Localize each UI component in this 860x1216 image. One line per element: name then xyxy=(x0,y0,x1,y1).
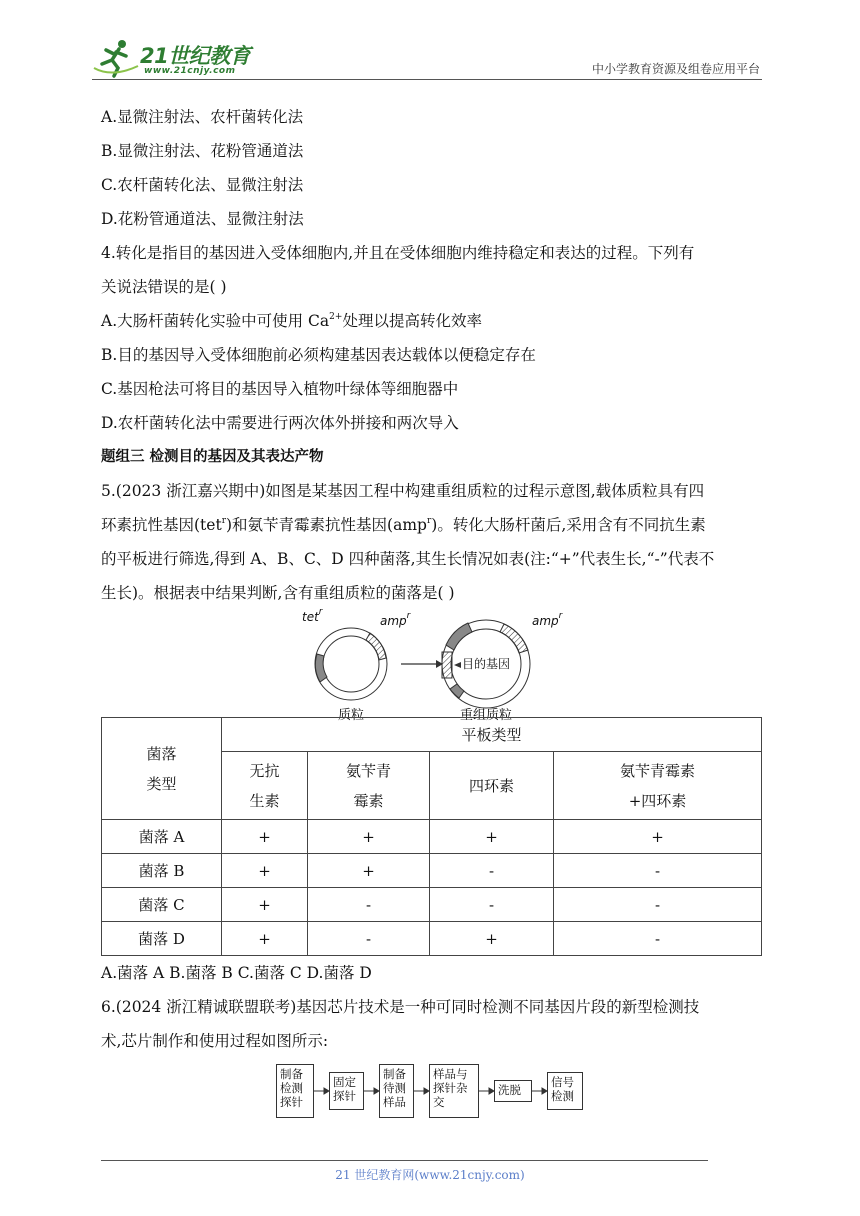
table-cell: + xyxy=(308,820,430,854)
gene-chip-flowchart xyxy=(276,1062,586,1120)
step-text: 制备 xyxy=(383,1067,406,1081)
table-cell: - xyxy=(430,854,554,888)
q5-line-4: 生长)。根据表中结果判断,含有重组质粒的菌落是( ) xyxy=(101,584,455,602)
col2-text-1: 氨苄青 xyxy=(345,761,391,780)
amp-label-left-text: amp xyxy=(380,614,407,628)
table-cell: + xyxy=(222,922,308,956)
main-content xyxy=(101,100,763,610)
q5-sup-2: r xyxy=(426,516,432,526)
lower-content xyxy=(101,956,763,1058)
q4-option-b: B.目的基因导入受体细胞前必须构建基因表达载体以便稳定存在 xyxy=(101,346,536,364)
col-header-both xyxy=(554,752,762,820)
q5-line-1: 5.(2023 浙江嘉兴期中)如图是某基因工程中构建重组质粒的过程示意图,载体质粒具有四 xyxy=(101,482,705,500)
tet-label-sup: r xyxy=(318,607,323,617)
recombinant-plasmid-caption: 重组质粒 xyxy=(460,708,513,723)
step-text: 交 xyxy=(433,1095,445,1109)
step-text: 检测 xyxy=(280,1081,303,1095)
plasmid-diagram xyxy=(296,612,566,722)
q4-stem-line-1: 4.转化是指目的基因进入受体细胞内,并且在受体细胞内维持稳定和表达的过程。下列有 xyxy=(101,244,695,262)
step-elution xyxy=(494,1080,532,1102)
table-cell: - xyxy=(430,888,554,922)
q5-options: A.菌落 A B.菌落 B C.菌落 C D.菌落 D xyxy=(101,964,372,982)
step-text: 探针杂 xyxy=(433,1081,468,1095)
step-text: 待测 xyxy=(383,1081,406,1095)
step-text: 探针 xyxy=(280,1095,303,1109)
q5-line-2-a: 环素抗性基因(tet xyxy=(101,516,222,534)
step-text: 样品与 xyxy=(433,1067,468,1081)
page-footer: 21 世纪教育网(www.21cnjy.com) xyxy=(335,1168,525,1182)
page-header xyxy=(92,36,762,80)
q4-stem-line-2: 关说法错误的是( ) xyxy=(101,278,227,296)
amp-label-right-text: amp xyxy=(532,614,559,628)
col-header-no-antibiotic xyxy=(222,752,308,820)
corner-cell xyxy=(102,718,222,820)
q4-option-c: C.基因枪法可将目的基因导入植物叶绿体等细胞器中 xyxy=(101,380,459,398)
q4-option-a-sup: 2+ xyxy=(329,312,343,322)
colony-table xyxy=(101,717,762,956)
q4-option-a-rest: 处理以提高转化效率 xyxy=(342,312,482,330)
tet-label-text: tet xyxy=(302,610,319,624)
q4-option-a xyxy=(101,304,763,338)
amp-label-left xyxy=(380,611,411,628)
table-cell: + xyxy=(430,922,554,956)
step-text: 固定 xyxy=(333,1075,356,1089)
q3-option-c: C.农杆菌转化法、显微注射法 xyxy=(101,176,304,194)
corner-text-2: 类型 xyxy=(146,774,177,793)
col1-text-1: 无抗 xyxy=(249,761,280,780)
step-text: 探针 xyxy=(333,1089,356,1103)
table-cell: + xyxy=(222,820,308,854)
q5-line-2-b: )和氨苄青霉素抗性基因(amp xyxy=(226,516,427,534)
q5-line-2 xyxy=(101,508,763,542)
q5-line-3: 的平板进行筛选,得到 A、B、C、D 四种菌落,其生长情况如表(注:“+”代表生长,“-”代表不 xyxy=(101,550,715,568)
q3-option-b: B.显微注射法、花粉管通道法 xyxy=(101,142,304,160)
table-cell: - xyxy=(554,922,762,956)
step-text: 检测 xyxy=(551,1089,574,1103)
col-header-tetracycline: 四环素 xyxy=(430,752,554,820)
site-logo xyxy=(92,36,262,80)
amp-label-left-sup: r xyxy=(406,611,411,621)
table-cell: + xyxy=(222,854,308,888)
table-cell: + xyxy=(222,888,308,922)
table-header-row xyxy=(102,718,762,752)
q3-option-a: A.显微注射法、农杆菌转化法 xyxy=(101,108,304,126)
q4-option-d: D.农杆菌转化法中需要进行两次体外拼接和两次导入 xyxy=(101,414,459,432)
table-cell: - xyxy=(554,854,762,888)
row-label: 菌落 C xyxy=(102,888,222,922)
runner-icon xyxy=(92,38,142,78)
step-prepare-sample xyxy=(379,1064,414,1118)
plasmid-ring xyxy=(315,628,387,700)
plasmid-caption: 质粒 xyxy=(338,708,365,723)
footer-divider xyxy=(101,1160,708,1161)
table-cell: + xyxy=(308,854,430,888)
step-text: 信号 xyxy=(551,1075,574,1089)
row-label: 菌落 D xyxy=(102,922,222,956)
table-cell: + xyxy=(554,820,762,854)
corner-text-1: 菌落 xyxy=(146,744,177,763)
table-row xyxy=(102,922,762,956)
q5-line-2-c: )。转化大肠杆菌后,采用含有不同抗生素 xyxy=(431,516,706,534)
table-row xyxy=(102,820,762,854)
step-hybridization xyxy=(429,1064,479,1118)
row-label: 菌落 A xyxy=(102,820,222,854)
step-signal-detection xyxy=(547,1072,583,1110)
col1-text-2: 生素 xyxy=(249,791,280,810)
q6-line-1: 6.(2024 浙江精诚联盟联考)基因芯片技术是一种可同时检测不同基因片段的新型检测技 xyxy=(101,998,700,1016)
logo-url: www.21cnjy.com xyxy=(144,66,236,76)
step-text: 洗脱 xyxy=(498,1083,521,1097)
col-header-ampicillin xyxy=(308,752,430,820)
row-label: 菌落 B xyxy=(102,854,222,888)
step-fix-probe xyxy=(329,1072,364,1110)
table-cell: - xyxy=(308,888,430,922)
col2-text-2: 霉素 xyxy=(353,791,384,810)
target-gene-label: 目的基因 xyxy=(462,657,511,671)
step-prepare-probe xyxy=(276,1064,314,1118)
table-cell: + xyxy=(430,820,554,854)
section-title: 题组三 检测目的基因及其表达产物 xyxy=(101,449,324,465)
q5-sup-1: r xyxy=(221,516,226,526)
step-text: 样品 xyxy=(383,1095,406,1109)
col4-text-2: +四环素 xyxy=(628,791,687,810)
plasmid-figure xyxy=(296,607,566,723)
table-cell: - xyxy=(554,888,762,922)
table-row xyxy=(102,888,762,922)
amp-label-right xyxy=(532,611,563,628)
table-row xyxy=(102,854,762,888)
col4-text-1: 氨苄青霉素 xyxy=(619,761,695,780)
platform-name: 中小学教育资源及组卷应用平台 xyxy=(591,62,760,76)
q4-option-a-text: A.大肠杆菌转化实验中可使用 Ca xyxy=(101,312,330,330)
header-divider xyxy=(92,79,762,80)
table-cell: - xyxy=(308,922,430,956)
amp-label-right-sup: r xyxy=(558,611,563,621)
q3-option-d: D.花粉管通道法、显微注射法 xyxy=(101,210,304,228)
plate-type-header: 平板类型 xyxy=(222,718,762,752)
tet-label xyxy=(302,607,323,624)
step-text: 制备 xyxy=(280,1067,303,1081)
q6-line-2: 术,芯片制作和使用过程如图所示: xyxy=(101,1032,329,1050)
logo-text: 21世纪教育 xyxy=(140,44,251,68)
